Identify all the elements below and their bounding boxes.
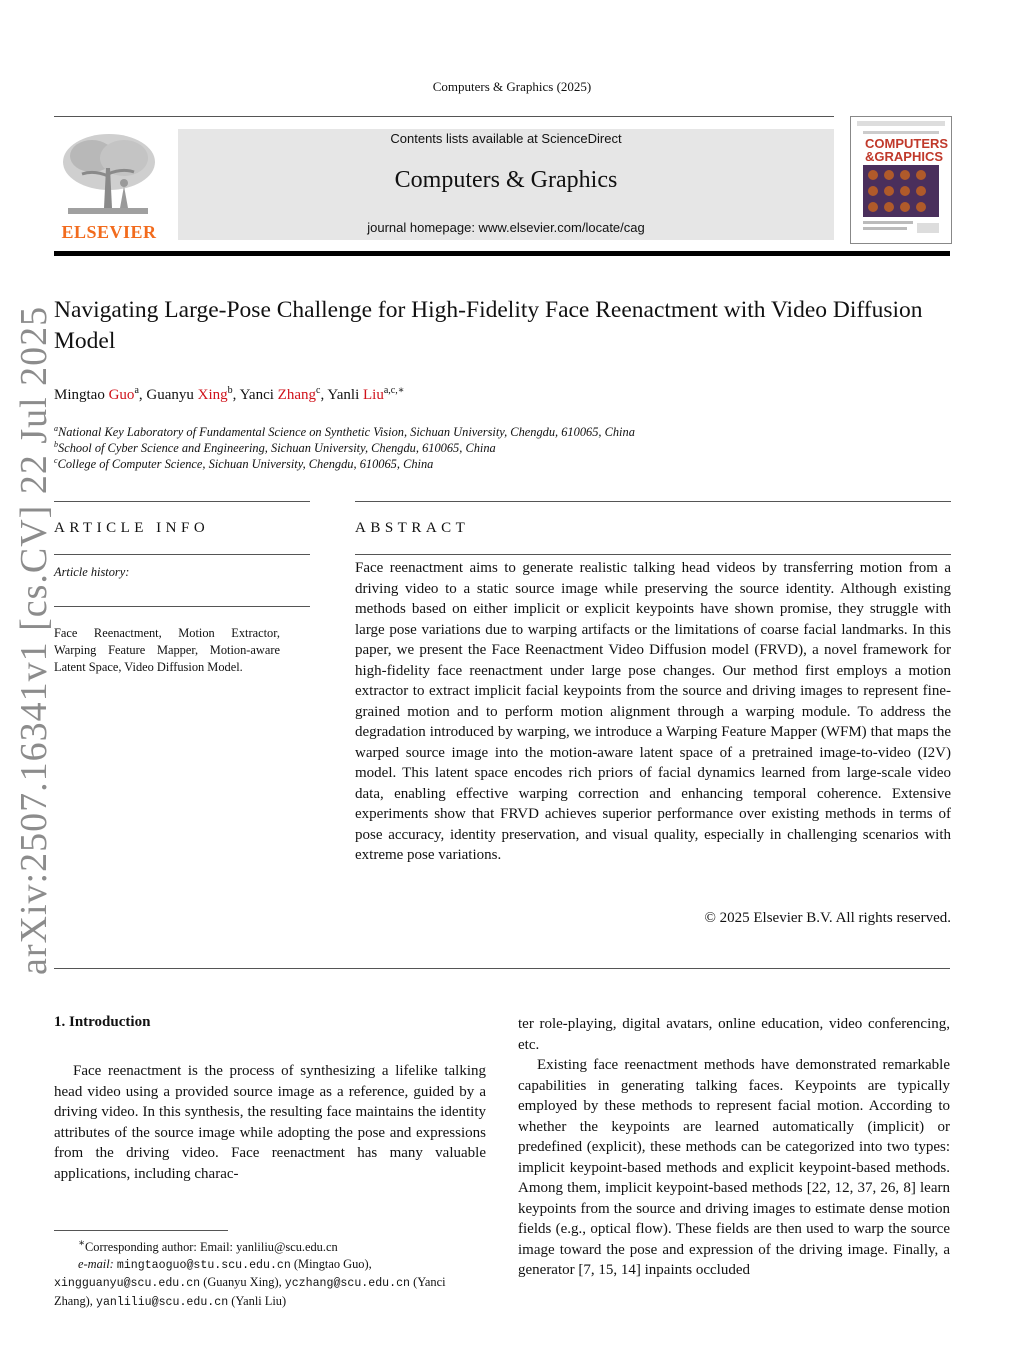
author-1: Mingtao Guo$^a$,	[54, 385, 147, 403]
article-info-rule	[54, 554, 310, 555]
header-thick-rule	[54, 251, 950, 256]
abstract-rule	[355, 554, 951, 555]
abstract-body: Face reenactment aims to generate realistic talking head videos by transferring motion from a driving video to a static source image while preserving the source identity. Although existing methods based on either implicit or explicit keypoints have shown promise, they struggle with large pose variations due to warping artifacts or the limitations of coarse facial landmarks. In this paper, we present the Face Reenactment Video Diffusion model (FRVD), a novel framework for high-fidelity face reenactment under large pose changes. Our method first employs a motion extractor to extract implicit facial keypoints from the source and driving images to represent fine-grained motion and to perform motion alignment through a warping module. To address the degradation introduced by warping, we introduce a Warping Feature Mapper (WFM) that maps the warped source image into the motion-aware latent space of a pretrained image-to-video (I2V) model. This latent space encodes rich priors of facial dynamics learned from large-scale video data, enabling effective warping correction and enhancing temporal coherence. Extensive experiments show that FRVD achieves superior performance over existing methods in terms of pose accuracy, identity preservation, and visual quality, especially in challenging scenarios with extreme pose variations.	[355, 560, 951, 863]
cover-title-line1: COMPUTERS	[865, 136, 949, 151]
elsevier-wordmark: ELSEVIER	[61, 222, 157, 242]
intro-paragraph-continued: ter role-playing, digital avatars, online education, video conferencing, etc.	[518, 1016, 950, 1053]
running-header: Computers & Graphics (2025)	[432, 79, 592, 94]
intro-left-column	[54, 1061, 486, 1184]
keywords: Face Reenactment, Motion Extractor, Warping Feature Mapper, Motion-aware Latent Space, Video Diffusion Model.	[54, 626, 280, 674]
header-rule	[54, 116, 834, 117]
affiliation-c: $^c$College of Computer Science, Sichuan University, Chengdu, 610065, China	[54, 456, 434, 472]
intro-paragraph-1: Face reenactment is the process of synthesizing a lifelike talking head video using a provided source image as a reference, guided by a driving video. In this synthesis, the resulting face maintains the identity attributes of the source image while adopting the pose and expressions from the driving video. Face reenactment has many valuable applications, including charac-	[54, 1063, 486, 1182]
abstract-heading: ABSTRACT	[355, 520, 470, 536]
journal-homepage: journal homepage: www.elsevier.com/locate/cag	[367, 220, 645, 235]
cover-title-line2: &GRAPHICS	[865, 149, 944, 164]
author-list	[54, 385, 954, 404]
journal-banner	[178, 129, 834, 240]
journal-name: Computers & Graphics	[394, 167, 618, 193]
journal-cover-thumbnail	[850, 116, 952, 244]
copyright-notice: © 2025 Elsevier B.V. All rights reserved.	[704, 910, 951, 926]
author-3: Yanci Zhang$^c$,	[239, 385, 328, 403]
article-info-top-rule	[54, 501, 310, 502]
footnote-rule	[54, 1230, 228, 1231]
affiliation-a: $^a$National Key Laboratory of Fundamental Science on Synthetic Vision, Sichuan University, Chengdu, 610065, China	[54, 424, 635, 440]
contents-available-line: Contents lists available at ScienceDirect	[390, 131, 622, 146]
section-heading-introduction: 1. Introduction	[54, 1014, 151, 1030]
intro-right-column	[518, 1014, 950, 1281]
arxiv-stamp: arXiv:2507.16341v1 [cs.CV] 22 Jul 2025	[13, 305, 55, 975]
intro-paragraph-2: Existing face reenactment methods have demonstrated remarkable capabilities in generating talking faces. Keypoints are typically employed by these methods to represent facial motion. According to whether the keypoints are learned automatically (implicit) or predefined (explicit), these methods can be categorized into two types: implicit keypoint-based methods and explicit keypoint-based methods. Among them, implicit keypoint-based methods [22, 12, 37, 26, 8] learn keypoints from the source and driving images to estimate dense motion fields (e.g., optical flow). These fields are then used to warp the source image toward the pose and expression of the driving image. Finally, a generator [7, 15, 14] inpaints occluded	[518, 1057, 950, 1278]
article-info-heading: ARTICLE INFO	[54, 520, 210, 536]
footnote-corresponding: ∗Corresponding author: Email: yanliliu@scu.edu.cn e-mail: mingtaoguo@stu.scu.edu.cn (Mingtao Guo), xingguanyu@scu.edu.cn (Guanyu Xing), yczhang@scu.edu.cn (Yanci Zhang), yanliliu@scu.edu.cn (Yanli Liu)	[54, 1238, 446, 1309]
article-history-label: Article history:	[54, 565, 130, 579]
author-4: Yanli Liu$^{a,c,∗}$	[327, 385, 405, 403]
author-2: Guanyu Xing$^b$,	[146, 385, 240, 403]
keywords-rule	[54, 606, 310, 607]
affiliation-b: $^b$School of Cyber Science and Engineering, Sichuan University, Chengdu, 610065, China	[54, 440, 496, 456]
front-matter-bottom-rule	[54, 968, 950, 969]
abstract-top-rule	[355, 501, 951, 502]
paper-title: Navigating Large-Pose Challenge for High-Fidelity Face Reenactment with Video Diffusion Model	[54, 297, 923, 354]
